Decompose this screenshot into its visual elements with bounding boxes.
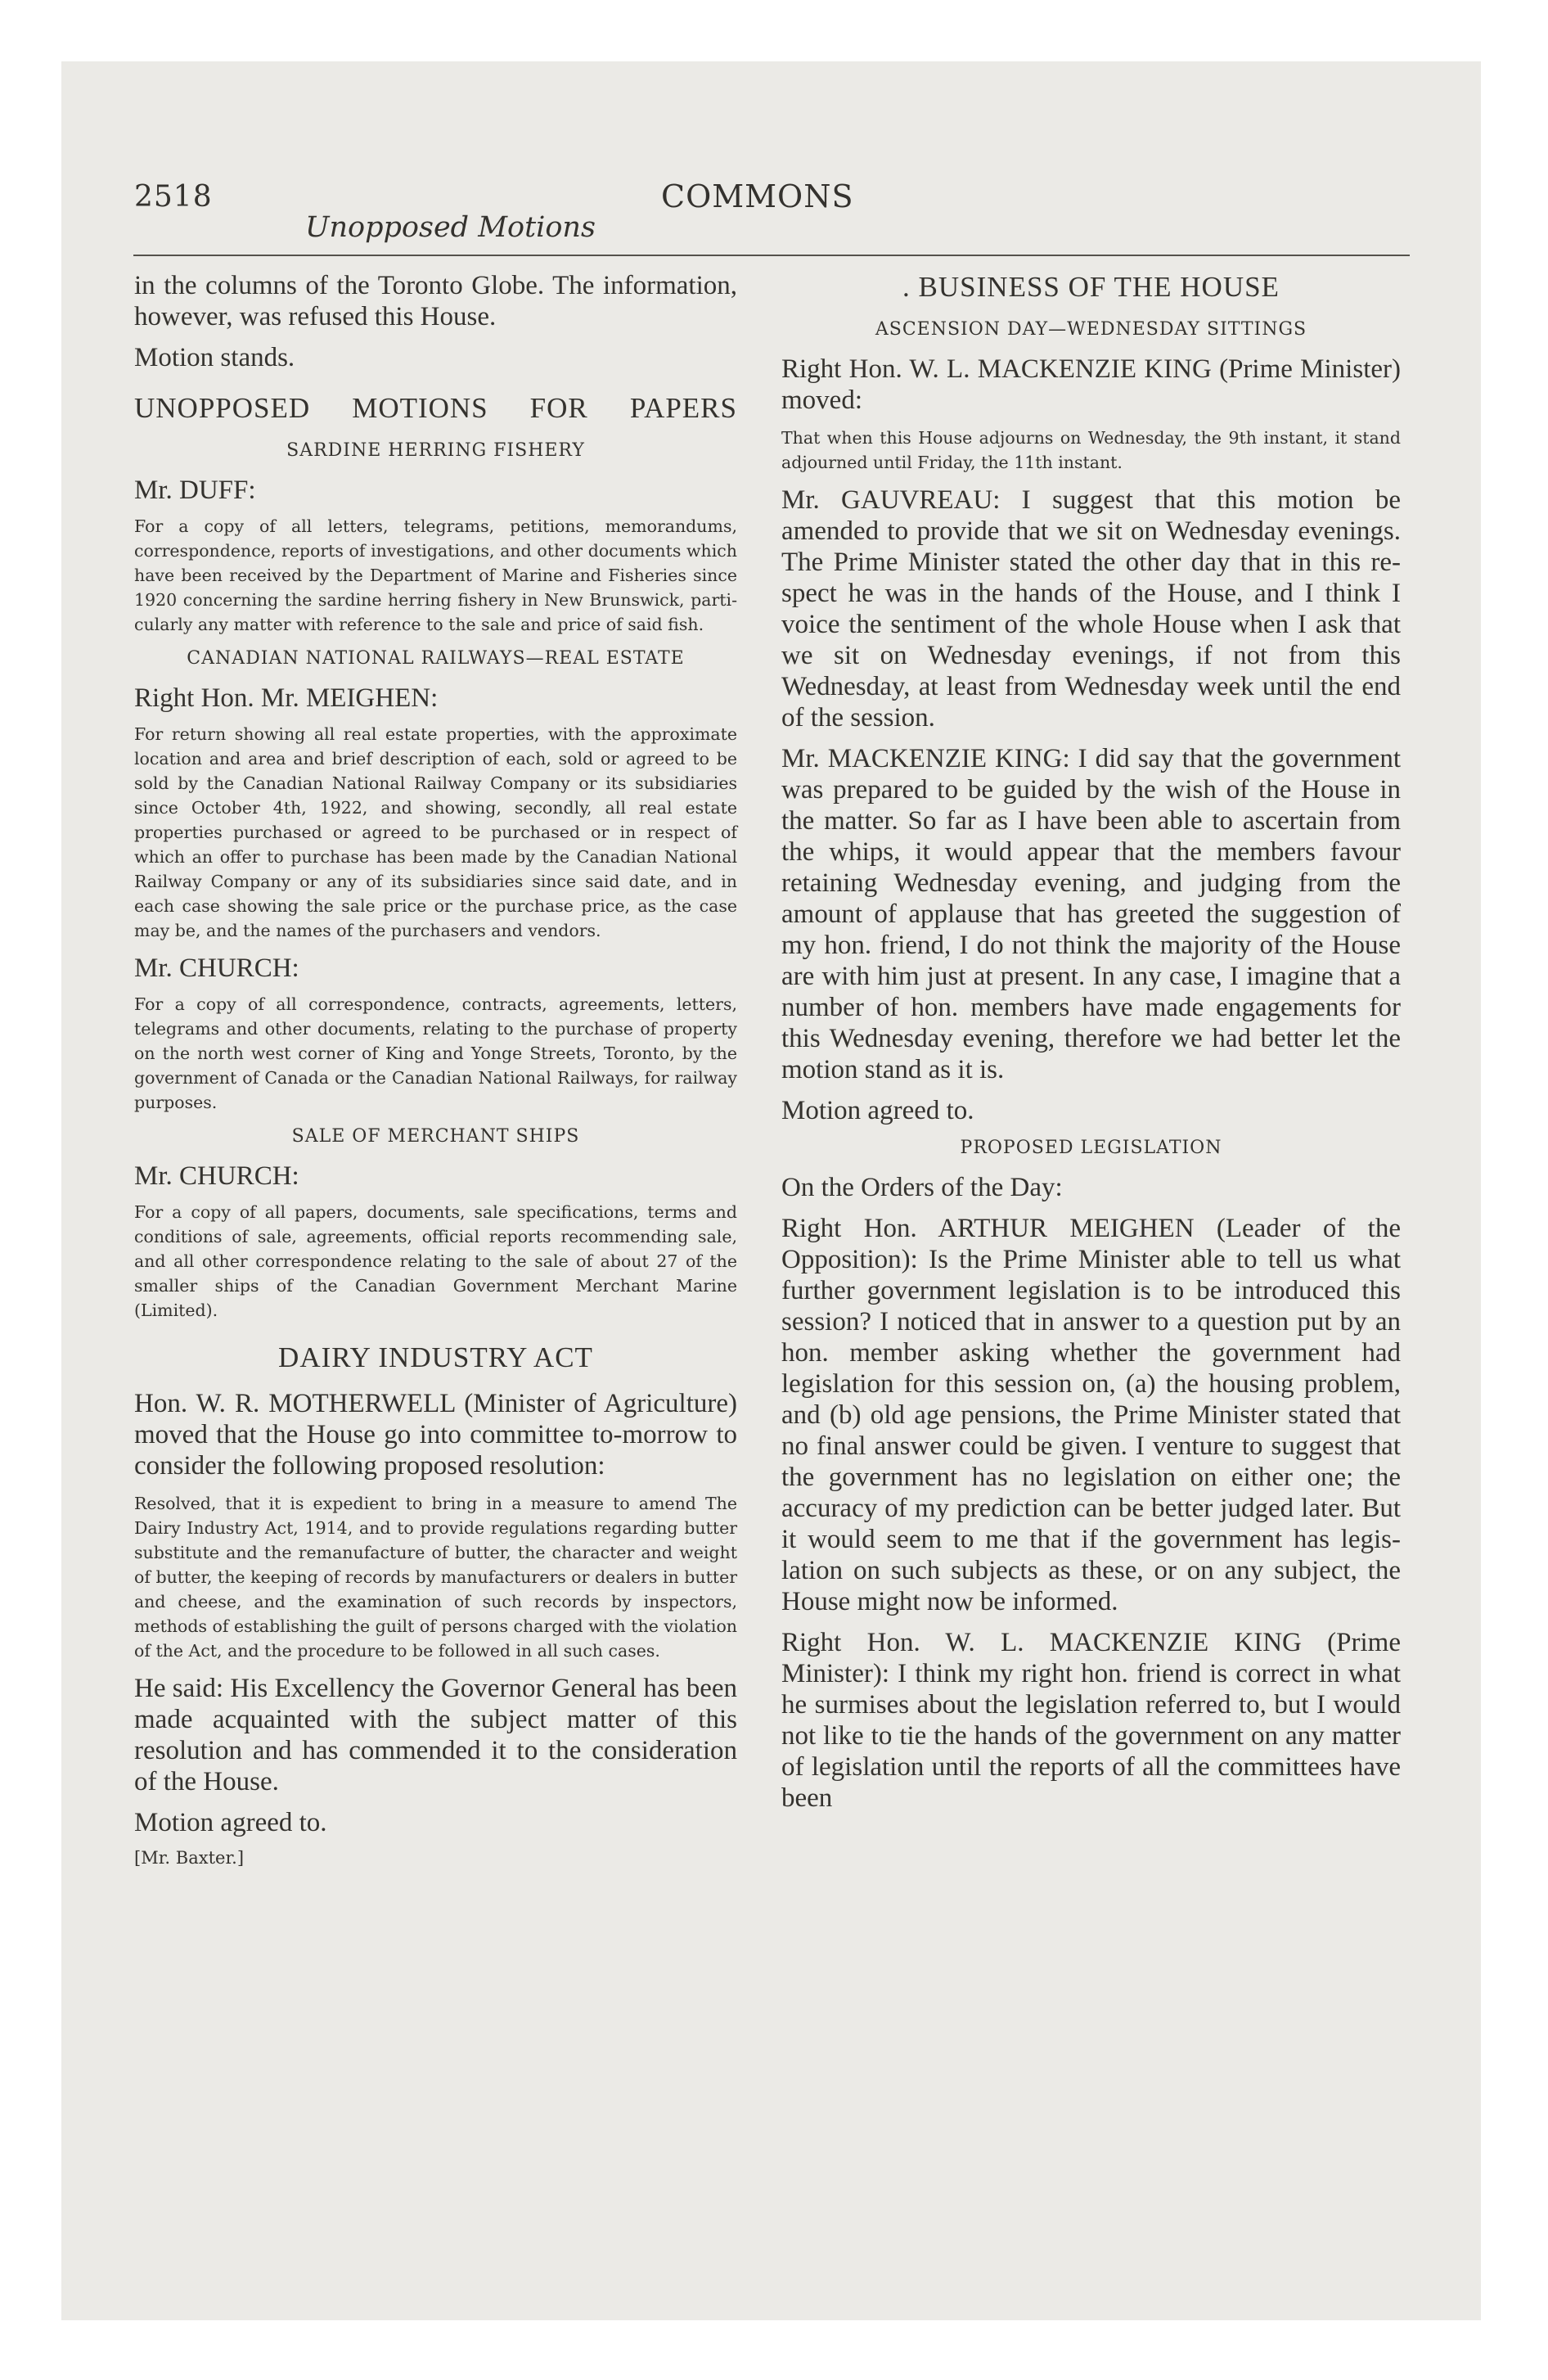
merchant-ships-heading: SALE OF MERCHANT SHIPS — [291, 1126, 580, 1147]
king-motion-paragraph: Right Hon. W. L. MACKENZIE KING (Prime Minister) moved: — [781, 354, 1401, 415]
speaker-church-1: Mr. CHURCH: — [134, 953, 299, 983]
motion-agreed-left: Motion agreed to. — [134, 1808, 327, 1837]
governor-general-paragraph: He said: His Excellency the Governor General has been made acquainted with the subject matter of this resolution and has commended it to the consideration of the House. — [134, 1674, 737, 1796]
cnr-heading: CANADIAN NATIONAL RAILWAYS—REAL ESTATE — [187, 648, 685, 669]
sardine-heading: SARDINE HERRING FISHERY — [286, 440, 585, 461]
speaker-duff: Mr. DUFF: — [134, 476, 256, 505]
page-title: COMMONS — [661, 178, 854, 214]
footer-speaker-name: [Mr. Baxter.] — [134, 1848, 245, 1868]
unopposed-motions-heading: UNOPPOSED MOTIONS FOR PAPERS — [134, 392, 737, 424]
king-reply-paragraph: Mr. MACKENZIE KING: I did say that the government was prepared to be guided by the wish of the House in the matter. So far as I have been able to ascertain from the whips, it would appear that the members favour retaining Wednesday evening, and judging from the amount of applause that has greeted the suggestion of my hon. friend, I do not think the majority of the House are with him just at present. In any case, I imagine that a number of hon. members have made engagements for this Wednesday evening, therefore we had better let the motion stand as it is. — [781, 744, 1401, 1084]
intro-paragraph: in the columns of the Toronto Globe. The information, however, was refused this House. — [134, 271, 737, 331]
motion-agreed-right: Motion agreed to. — [781, 1096, 974, 1125]
motherwell-paragraph: Hon. W. R. MOTHERWELL (Minister of Agriculture) moved that the House go into committee to-morrow to consider the following proposed resolution: — [134, 1389, 737, 1481]
right-column — [781, 270, 1401, 1823]
ascension-heading: ASCENSION DAY—WEDNESDAY SITTINGS — [875, 319, 1307, 340]
adjournment-text: That when this House adjourns on Wednesday, the 9th instant, it stand adjourned until Friday, the 11th instant. — [781, 428, 1401, 472]
duff-motion-text: For a copy of all letters, telegrams, petitions, memorandums, correspondence, reports of investigations, and other documents which have been received by the Department of Marine and Fisheries since 1920 concerning the sardine herring fishery in New Brunswick, particularly any matter with reference to the sale and price of said fish. — [134, 516, 737, 634]
church-motion-text-2: For a copy of all papers, documents, sale specifications, terms and conditions of sale, agreements, official reports recommending sale, and all other correspondence relating to the sale of about 27 of the smaller ships of the Canadian Government Merchant Marine (Limited). — [134, 1202, 737, 1320]
meighen-motion-text: For return showing all real estate properties, with the approximate location and area and brief description of each, sold or agreed to be sold by the Canadian National Railway Company or its subsidiaries since October 4th, 1922, and showing, secondly, all real estate properties purchased or agreed to be purchased or in respect of which an offer to purchase has been made by the Canadian National Railway Company or any of its subsidiaries since said date, and in each case showing the sale price or the purchase price, as the case may be, and the names of the purchasers and vendors. — [134, 724, 737, 940]
header-rule — [133, 255, 1410, 256]
motion-stands: Motion stands. — [134, 343, 295, 372]
meighen-paragraph: Right Hon. ARTHUR MEIGHEN (Leader of the Opposition): Is the Prime Minister able to tell us what further government legislation is to be introduced this session? I noticed that in answer to a question put by an hon. member asking whether the government had legislation for this session on, (a) the housing problem, and (b) old age pensions, the Prime Minister stated that no final answer could be given. I venture to suggest that the government has no legislation on either one; the accuracy of my prediction can be better judged later. But it would seem to me that if the government has legislation on such subjects as these, or on any subject, the House might now be informed. — [781, 1214, 1401, 1616]
page-subject: Unopposed Motions — [305, 211, 596, 244]
hansard-page — [61, 61, 1481, 2320]
gauvreau-paragraph: Mr. GAUVREAU: I suggest that this motion be amended to provide that we sit on Wednesday evenings. The Prime Minister stated the other day that in this respect he was in the hands of the House, and I think I voice the sentiment of the whole House when I ask that we sit on Wednesday evenings, if not from this Wednesday, at least from Wednesday week until the end of the session. — [781, 485, 1401, 732]
business-heading: . BUSINESS OF THE HOUSE — [902, 271, 1280, 303]
legislation-heading: PROPOSED LEGISLATION — [960, 1138, 1222, 1158]
orders-of-day: On the Orders of the Day: — [781, 1173, 1063, 1202]
speaker-church-2: Mr. CHURCH: — [134, 1161, 299, 1191]
page-number: 2518 — [134, 180, 213, 214]
dairy-act-heading: DAIRY INDUSTRY ACT — [278, 1341, 593, 1373]
speaker-meighen: Right Hon. Mr. MEIGHEN: — [134, 683, 439, 713]
left-column — [134, 270, 737, 1869]
resolution-text: Resolved, that it is expedient to bring in a measure to amend The Dairy Industry Act, 1914, and to provide regulations regarding butter substitute and the remanufacture of butter, the character and weight of butter, the keeping of records by manufacturers or dealers in butter and cheese, and the examination of such records by inspectors, methods of establishing the guilt of persons charged with the violation of the Act, and the procedure to be followed in all such cases. — [134, 1494, 737, 1661]
king-final-paragraph: Right Hon. W. L. MACKENZIE KING (Prime Minister): I think my right hon. friend is correct in what he surmises about the legislation referred to, but I would not like to tie the hands of the government on any matter of legislation until the reports of all the committees have been — [781, 1628, 1401, 1813]
church-motion-text-1: For a copy of all correspondence, contracts, agreements, letters, telegrams and other documents, relating to the purchase of property on the north west corner of King and Yonge Streets, Toronto, by the government of Canada or the Canadian National Railways, for railway purposes. — [134, 994, 737, 1112]
